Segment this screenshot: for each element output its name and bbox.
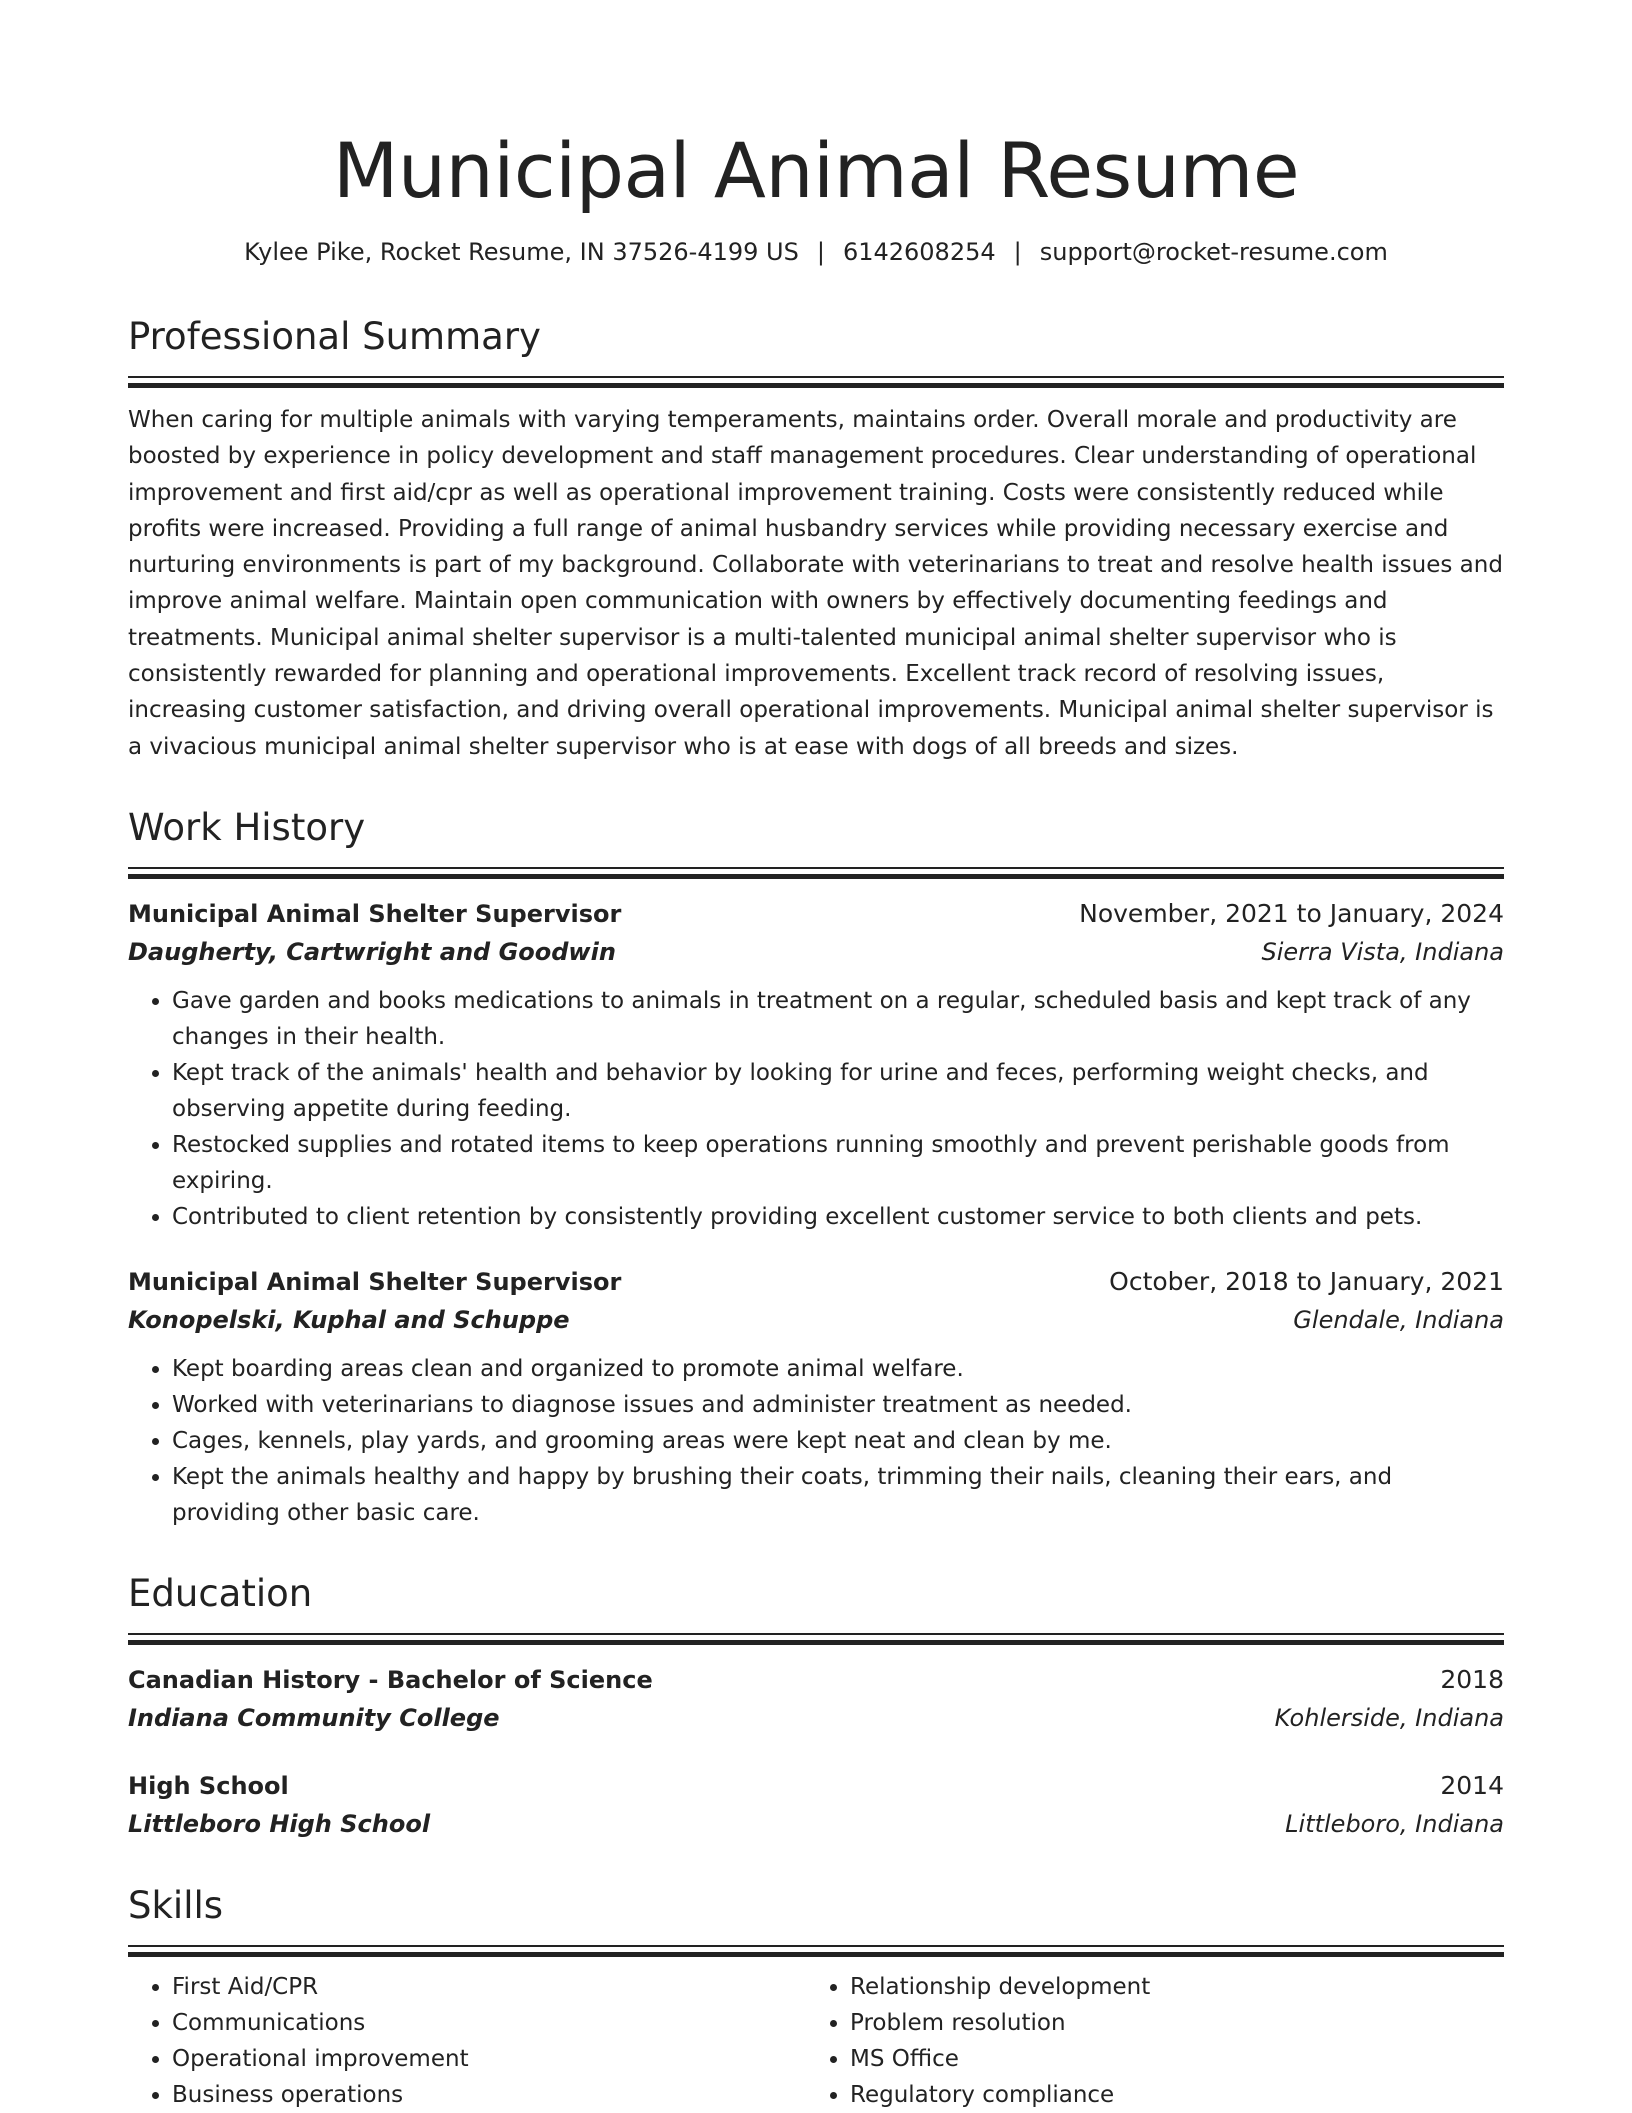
skill-item: • Communications (172, 2005, 806, 2041)
education-entry-header (128, 1767, 1504, 1805)
employer-name: Daugherty, Cartwright and Goodwin (128, 937, 616, 966)
school-name: Littleboro High School (128, 1809, 431, 1838)
skills-list (128, 1969, 1504, 2113)
job-location: Glendale, Indiana (1293, 1305, 1504, 1334)
job-bullet: • Contributed to client retention by consistently providing excellent customer service to both clients and pets. (172, 1199, 1504, 1235)
degree-name: Canadian History - Bachelor of Science (128, 1665, 653, 1694)
job-bullet: • Restocked supplies and rotated items to keep operations running smoothly and prevent perishable goods from expiring. (172, 1127, 1504, 1199)
section-heading-education: Education (128, 1571, 313, 1615)
skill-item: • Operational improvement (172, 2041, 806, 2077)
degree-name: High School (128, 1771, 289, 1800)
contact-line (128, 234, 1504, 270)
skills-column-left (128, 1969, 806, 2113)
job-bullet: • Kept the animals healthy and happy by brushing their coats, trimming their nails, cleaning their ears, and providing other basic care. (172, 1459, 1504, 1531)
skill-item: • Problem resolution (850, 2005, 1484, 2041)
work-entry-header (128, 895, 1504, 933)
job-bullet: • Kept boarding areas clean and organized to promote animal welfare. (172, 1351, 1504, 1387)
section-divider (128, 1633, 1504, 1645)
skill-item: • First Aid/CPR (172, 1969, 806, 2005)
skills-column-right (806, 1969, 1484, 2113)
job-title: Municipal Animal Shelter Supervisor (128, 899, 622, 928)
section-heading-work: Work History (128, 805, 366, 849)
skill-item: • Business operations (172, 2077, 806, 2113)
education-entry (128, 1767, 1504, 1843)
work-entry (128, 1263, 1504, 1531)
contact-address: Kylee Pike, Rocket Resume, IN 37526-4199 US (244, 238, 799, 266)
education-entry-subheader (128, 1805, 1504, 1843)
school-location: Kohlerside, Indiana (1274, 1703, 1504, 1732)
resume-title: Municipal Animal Resume (332, 126, 1300, 215)
job-title: Municipal Animal Shelter Supervisor (128, 1267, 622, 1296)
section-divider (128, 376, 1504, 388)
graduation-year: 2018 (1440, 1664, 1504, 1694)
job-dates: October, 2018 to January, 2021 (1109, 1266, 1504, 1296)
job-bullets (128, 983, 1504, 1235)
skill-item: • MS Office (850, 2041, 1484, 2077)
employer-name: Konopelski, Kuphal and Schuppe (128, 1305, 570, 1334)
section-heading-summary: Professional Summary (128, 315, 541, 358)
education-entry (128, 1661, 1504, 1737)
school-name: Indiana Community College (128, 1703, 500, 1732)
contact-email: support@rocket-resume.com (1039, 238, 1388, 266)
contact-separator: | (1013, 238, 1022, 266)
graduation-year: 2014 (1440, 1770, 1504, 1800)
school-location: Littleboro, Indiana (1285, 1809, 1504, 1838)
section-divider (128, 1945, 1504, 1957)
work-entry-subheader (128, 1301, 1504, 1339)
job-location: Sierra Vista, Indiana (1261, 937, 1504, 966)
job-bullet: • Worked with veterinarians to diagnose issues and administer treatment as needed. (172, 1387, 1504, 1423)
job-bullet: • Cages, kennels, play yards, and grooming areas were kept neat and clean by me. (172, 1423, 1504, 1459)
contact-phone: 6142608254 (842, 238, 996, 266)
job-dates: November, 2021 to January, 2024 (1079, 898, 1504, 928)
section-heading-skills: Skills (128, 1883, 224, 1927)
education-entry-subheader (128, 1699, 1504, 1737)
work-entry-subheader (128, 933, 1504, 971)
contact-separator: | (816, 238, 825, 266)
resume-page (128, 0, 1504, 2113)
work-entry-header (128, 1263, 1504, 1301)
skill-item: • Relationship development (850, 1969, 1484, 2005)
job-bullets (128, 1351, 1504, 1531)
job-bullet: • Gave garden and books medications to animals in treatment on a regular, scheduled basis and kept track of any changes in their health. (172, 983, 1504, 1055)
work-entry (128, 895, 1504, 1235)
education-entry-header (128, 1661, 1504, 1699)
summary-text: When caring for multiple animals with varying temperaments, maintains order. Overall morale and productivity are boosted by experience in policy development and staff management procedures. Clear understanding of operational improvement and first aid/cpr as well as operational improvement training. Costs were consistently reduced while profits were increased. Providing a full range of animal husbandry services while providing necessary exercise and nurturing environments is part of my background. Collaborate with veterinarians to treat and resolve health issues and improve animal welfare. Maintain open communication with owners by effectively documenting feedings and treatments. Municipal animal shelter supervisor is a multi-talented municipal animal shelter supervisor who is consistently rewarded for planning and operational improvements. Excellent track record of resolving issues, increasing customer satisfaction, and driving overall operational improvements. Municipal animal shelter supervisor is a vivacious municipal animal shelter supervisor who is at ease with dogs of all breeds and sizes. (128, 407, 1503, 760)
skill-item: • Regulatory compliance (850, 2077, 1484, 2113)
section-divider (128, 867, 1504, 879)
job-bullet: • Kept track of the animals' health and behavior by looking for urine and feces, performing weight checks, and observing appetite during feeding. (172, 1055, 1504, 1127)
